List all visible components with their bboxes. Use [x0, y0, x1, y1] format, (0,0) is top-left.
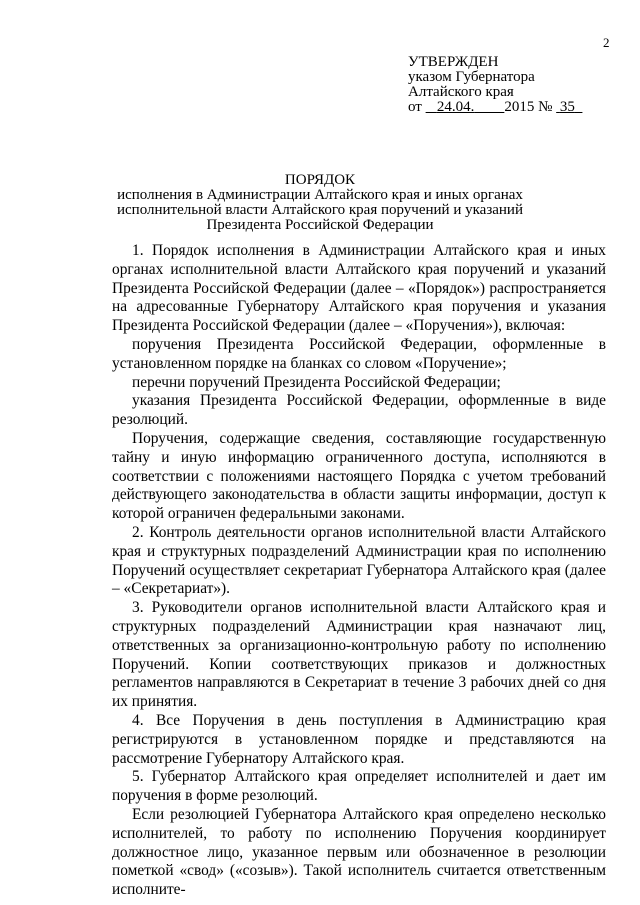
approval-date: 24.04. [436, 99, 475, 115]
document-body [112, 242, 606, 900]
approval-number: 35 [559, 99, 575, 115]
approval-year: 2015 № [504, 99, 553, 115]
paragraph: поручения Президента Российской Федерации, оформленные в установленном порядке на бланках со словом «Поручение»; [112, 335, 606, 372]
paragraph: 1. Порядок исполнения в Администрации Алтайского края и иных органах исполнительной власти Алтайского края поручений и указаний Президента Российской Федерации (далее – «Порядок») распространяется на адресованные Губернатору Алтайского края поручения и указания Президента Российской Федерации (далее – «Поручения»), включая: [112, 242, 606, 335]
approval-stamp [408, 55, 582, 115]
paragraph: указания Президента Российской Федерации, оформленные в виде резолюций. [112, 392, 606, 429]
approval-region: Алтайского края [408, 84, 514, 100]
paragraph: 5. Губернатор Алтайского края определяет исполнителей и дает им поручения в форме резолюций. [112, 768, 606, 805]
document-subtitle: исполнения в Администрации Алтайского края и иных органах исполнительной власти Алтайского края поручений и указаний Президента Российской Федерации [117, 187, 523, 233]
paragraph: 4. Все Поручения в день поступления в Администрацию края регистрируются в установленном порядке и представляются на рассмотрение Губернатору Алтайского края. [112, 711, 606, 767]
paragraph: Если резолюцией Губернатора Алтайского края определено несколько исполнителей, то работу по исполнению Поручения координирует должностное лицо, указанное первым или обозначенное в резолюции пометкой «свод» («созыв»). Такой исполнитель считается ответственным исполните- [112, 805, 606, 899]
approval-issuer: указом Губернатора [408, 69, 535, 85]
document-title: ПОРЯДОК [284, 172, 356, 188]
paragraph: перечни поручений Президента Российской Федерации; [132, 373, 501, 391]
approval-title: УТВЕРЖДЕН [408, 54, 499, 70]
paragraph: Поручения, содержащие сведения, составляющие государственную тайну и иную информацию ограниченного доступа, исполняются в соответствии с положениями настоящего Порядка с учетом требований действующего законодательства в области защиты информации, доступ к которой ограничен федеральными законами. [112, 429, 606, 523]
paragraph: 3. Руководители органов исполнительной власти Алтайского края и структурных подразделений Администрации края назначают лиц, ответственных за организационно-контрольную работу по исполнению Поручений. Копии соответствующих приказов и должностных регламентов направляются в Секретариат в течение 3 рабочих дней со дня их принятия. [112, 599, 606, 711]
paragraph: 2. Контроль деятельности органов исполнительной власти Алтайского края и структурных подразделений Администрации края по исполнению Поручений осуществляет секретариат Губернатора Алтайского края (далее – «Секретариат»). [112, 523, 606, 598]
date-prefix: от [408, 99, 422, 115]
approval-date-line [408, 100, 582, 115]
page-number: 2 [603, 35, 610, 50]
